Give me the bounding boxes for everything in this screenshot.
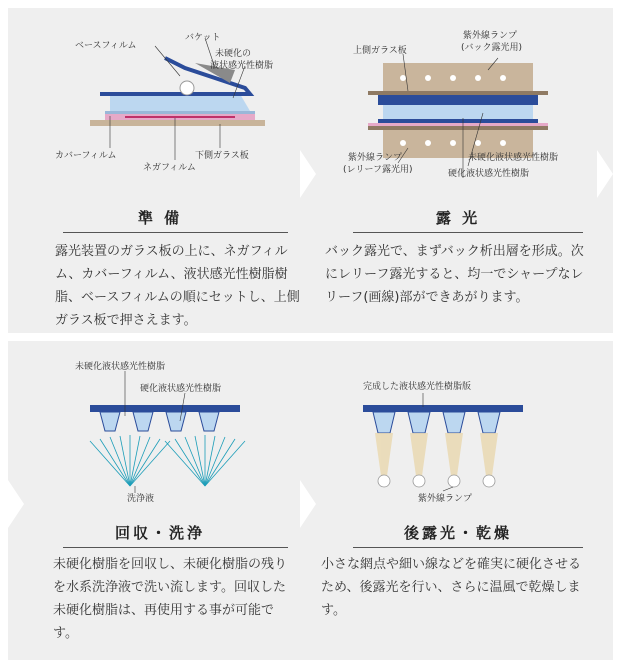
step-exposure — [313, 8, 603, 333]
label-finished: 完成した液状感光性樹脂版 — [363, 382, 472, 392]
label-base-film: ベースフィルム — [75, 41, 137, 51]
step-desc-exposure: バック露光で、まずバック析出層を形成。次にレリーフ露光すると、均一でシャープなレリーフ(画線)部ができあがります。 — [325, 244, 584, 305]
step-title-prepare: 準 備 — [137, 209, 183, 227]
label-bucket: バケット — [185, 33, 221, 43]
divider-line — [353, 232, 583, 233]
divider-line — [63, 547, 288, 548]
label-uv-back-2: (バック露光用) — [461, 43, 523, 53]
prepare-diagram — [15, 8, 305, 178]
label-uncured: 未硬化液状感光性樹脂 — [75, 362, 166, 372]
step-title-exposure: 露 光 — [435, 209, 481, 227]
step-title-post-exposure: 後露光・乾燥 — [403, 524, 512, 542]
step-desc-prepare: 露光装置のガラス板の上に、ネガフィルム、カバーフィルム、液状感光性樹脂樹脂、ベースフィルムの順にセットし、上側ガラス板で押さえます。 — [55, 244, 300, 328]
label-cured: 硬化液状感光性樹脂 — [140, 384, 222, 394]
step-title-wash: 回収・洗浄 — [114, 524, 205, 542]
exposure-diagram — [313, 8, 603, 178]
label-uncured: 未硬化液状感光性樹脂 — [468, 153, 559, 163]
divider-line — [353, 547, 583, 548]
label-uncured-2: 液状感光性樹脂 — [210, 61, 274, 71]
wash-diagram — [15, 341, 305, 511]
step-prepare — [15, 8, 305, 333]
label-lower-glass: 下側ガラス板 — [195, 151, 249, 161]
label-cover-film: カバーフィルム — [55, 151, 117, 161]
label-uv: 紫外線ランプ — [418, 494, 473, 504]
label-uv-relief-1: 紫外線ランプ — [348, 153, 403, 163]
label-nega-film: ネガフィルム — [143, 163, 196, 173]
label-uncured-1: 未硬化の — [215, 49, 252, 59]
step-desc-post-exposure: 小さな網点や細い線などを確実に硬化させるため、後露光を行い、さらに温風で乾燥します。 — [321, 557, 582, 618]
label-uv-back-1: 紫外線ランプ — [463, 31, 518, 41]
label-wash: 洗浄液 — [127, 494, 155, 504]
step-wash — [15, 341, 305, 660]
step-post-exposure — [313, 341, 603, 660]
divider-line — [63, 232, 288, 233]
label-upper-glass: 上側ガラス板 — [353, 46, 407, 56]
step-desc-wash: 未硬化樹脂を回収し、未硬化樹脂の残りを水系洗浄液で洗い流します。回収した未硬化樹脂は、再使用する事が可能です。 — [53, 557, 288, 641]
post-exposure-diagram — [313, 341, 603, 511]
label-cured: 硬化液状感光性樹脂 — [448, 169, 530, 178]
label-uv-relief-2: (レリーフ露光用) — [343, 165, 413, 175]
